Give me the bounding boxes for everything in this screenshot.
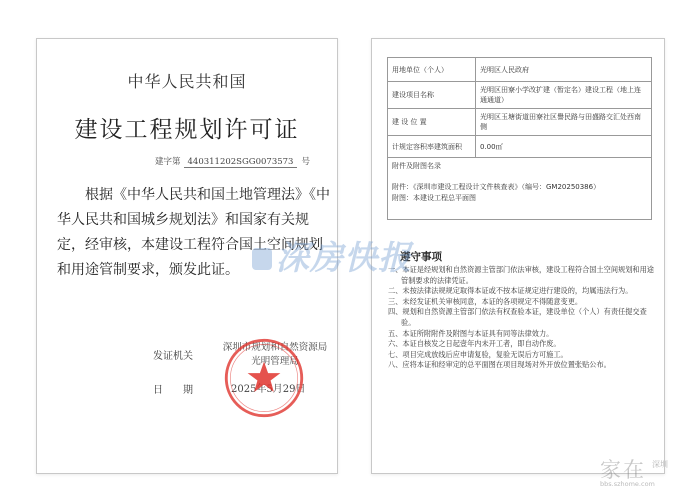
project-info-table xyxy=(387,57,652,220)
row-value: 0.00㎡ xyxy=(476,136,652,158)
row-label: 用地单位（个人） xyxy=(388,58,476,82)
row-value: 光明区田寮小学改扩建（暂定名）建设工程（地上连通通道） xyxy=(476,82,652,109)
watermark-logo-icon xyxy=(252,248,272,270)
permit-title: 建设工程规划许可证 xyxy=(74,117,300,143)
row-label: 建 设 位 置 xyxy=(388,109,476,136)
permit-number-prefix: 建字第 xyxy=(155,157,181,167)
list-item: 三、未经发证机关审核同意，本证的各项规定不得随意变更。 xyxy=(388,296,583,306)
watermark-text: 深房快报 xyxy=(276,238,412,277)
row-value: 光明区人民政府 xyxy=(476,58,652,82)
official-seal-icon xyxy=(223,337,305,419)
attachment-item: 附图：本建设工程总平面图 xyxy=(392,194,476,202)
watermark xyxy=(252,232,412,279)
corner-tag: 深圳 xyxy=(652,460,668,469)
permit-body-text: 根据《中华人民共和国土地管理法》《中华人民共和国城乡规划法》和国家有关规定，经审核，本建设工程符合国土空间规划和用途管制要求，颁发此证。 xyxy=(57,187,330,278)
attachment-item: 附件：《深圳市建设工程设计文件核查表》（编号：GM20250386） xyxy=(392,183,601,191)
row-label: 建设项目名称 xyxy=(388,82,476,109)
list-item: 五、本证所附附件及附图与本证具有同等法律效力。 xyxy=(388,328,554,338)
list-item: 八、应将本证和经审定的总平面图在项目现场对外开放位置张贴公布。 xyxy=(388,360,611,370)
permit-number-line xyxy=(155,155,310,168)
notice-list xyxy=(388,265,656,371)
table-row xyxy=(388,58,652,82)
permit-details-page xyxy=(371,38,665,474)
table-row xyxy=(388,109,652,136)
permit-number-suffix: 号 xyxy=(301,157,310,167)
table-row xyxy=(388,136,652,158)
list-item: 四、规划和自然资源主管部门依法有权查验本证，建设单位（个人）有责任提交查验。 xyxy=(388,307,647,327)
corner-logo: 家在 xyxy=(600,458,646,482)
corner-url: bbs.szhome.com xyxy=(600,480,655,488)
issuer-line-2: 光明管理局 xyxy=(251,356,299,367)
list-item: 一、本证是经规划和自然资源主管部门依法审核，建设工程符合国土空间规划和用途管制要求的法律凭证。 xyxy=(388,265,654,285)
row-label: 计规定容积率建筑面积 xyxy=(388,136,476,158)
attachments-title: 附件及附图名录 xyxy=(392,162,441,170)
attachments-row xyxy=(388,158,652,220)
issuer-line-1: 深圳市规划和自然资源局 xyxy=(222,342,328,353)
notice-title: 遵守事项 xyxy=(400,251,442,263)
table-row xyxy=(388,82,652,109)
country-name: 中华人民共和国 xyxy=(127,72,247,91)
attachments-cell xyxy=(388,158,652,220)
date-label: 日期 xyxy=(153,385,213,396)
issuer-label: 发证机关 xyxy=(153,351,193,362)
list-item: 六、本证自核发之日起壹年内未开工者，即自动作废。 xyxy=(388,339,561,349)
issue-date: 2025年5月29日 xyxy=(231,384,306,395)
row-value: 光明区玉塘街道田寮社区譽民路与田盛路交汇处西南侧 xyxy=(476,109,652,136)
list-item: 七、项目完成放线后应申请复验，复验无误后方可施工。 xyxy=(388,349,568,359)
permit-number: 440311202SGG0073573 xyxy=(184,157,298,168)
list-item: 二、未按法律法规规定取得本证或不按本证规定进行建设的，均属违法行为。 xyxy=(388,286,633,296)
